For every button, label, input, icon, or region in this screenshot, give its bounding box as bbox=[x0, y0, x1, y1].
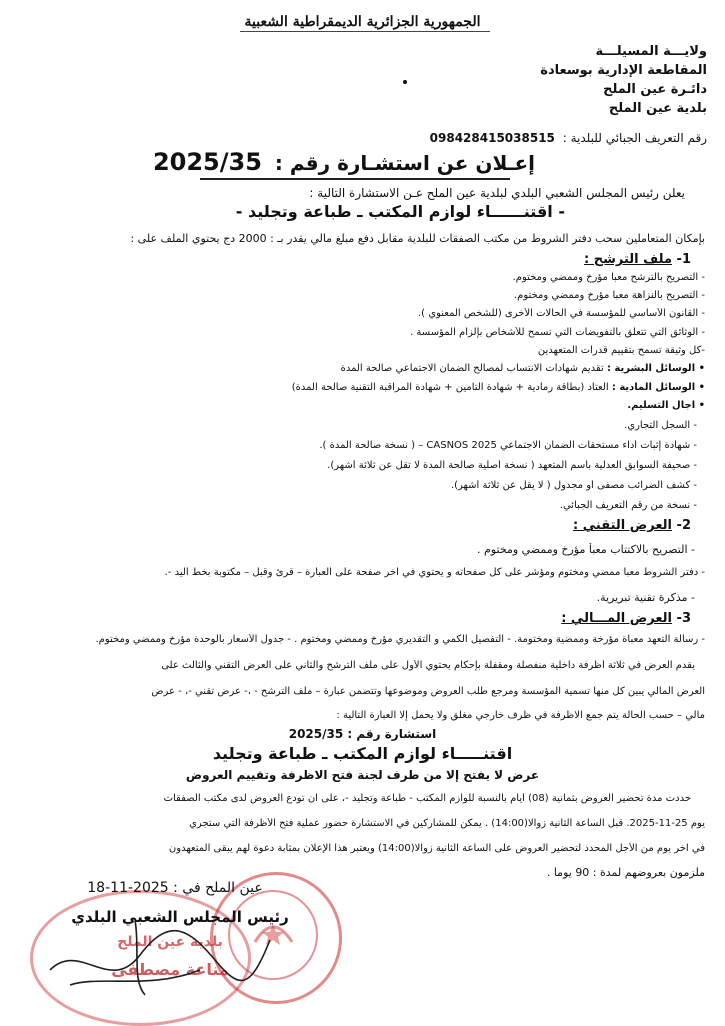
fiscal-id-value: 098428415038515 bbox=[429, 131, 555, 145]
signature-date: عين الملح في : 2025-11-18 bbox=[87, 880, 263, 896]
delivery-label: • آجال التسليم. bbox=[627, 400, 705, 411]
intro-text: يعلن رئيس المجلس الشعبي البلدي لبلدية عين الملح عـن الاستشارة التالية : bbox=[309, 186, 685, 200]
section3-title: العرض المـــالي : bbox=[561, 611, 673, 626]
envelope-instructions-line: مالي – حسب الحالة يتم جمع الاظرفة في ظرف خارجي مغلق ولا يحمل إلا العبارة التالية : bbox=[336, 710, 705, 721]
envelope-consult-number: استشارة رقم : 2025/35 bbox=[288, 727, 437, 741]
fiscal-id-label: رقم التعريف الجبائي للبلدية : bbox=[562, 131, 707, 145]
envelope-notice: عرض لا يفتح إلا من طرف لجنة فتح الاظرفة وتقييم العروض bbox=[185, 768, 540, 782]
signer-title: رئيس المجلس الشعبي البلدي bbox=[71, 908, 289, 926]
title-text: إعـلان عن استشـارة رقم : bbox=[274, 151, 535, 175]
delivery-item: - صحيفة السوابق العدلية باسم المتعهد ( نسخة أصلية صالحة المدة لا تقل عن ثلاثة أشهر). bbox=[327, 460, 697, 471]
section2-title: العرض التقني : bbox=[573, 518, 673, 533]
envelope-instructions-line: يقدم العرض في ثلاثة أظرفة داخلية منفصلة ومقفلة بإحكام يحتوي الأول على ملف الترشح والثاني على العرض التقني والثالث على bbox=[161, 660, 695, 671]
material-means-label: • الوسائل المادية : bbox=[611, 382, 705, 393]
human-means-text: تقديم شهادات الانتساب لمصالح الضمان الاجتماعي صالحة المدة bbox=[340, 363, 604, 374]
daira-line: دائـرة عين الملح bbox=[603, 82, 707, 97]
section1-item: -كل وثيقة تسمح بتقييم قدرات المتعهدين bbox=[537, 345, 705, 356]
title-underline bbox=[200, 178, 510, 180]
delivery-item: - السجل التجاري. bbox=[624, 420, 697, 431]
republic-title: الجمهورية الجزائرية الديمقراطية الشعبية bbox=[244, 14, 481, 30]
section1-number: 1- bbox=[676, 252, 691, 267]
section2-item: - مذكرة تقنية تبريرية. bbox=[596, 591, 695, 604]
envelope-subject: اقتنـــــاء لوازم المكتب ـ طباعة وتجليد bbox=[212, 744, 513, 763]
fiscal-id-row bbox=[430, 131, 707, 145]
handwritten-signature bbox=[40, 900, 280, 1010]
closing-line: في آخر يوم من الأجل المحدد لتحضير العروض على الساعة الثانية زوالا(14:00) ويعتبر هذا الإعلان بمثابة دعوة لهم يبقى المتعهدون bbox=[168, 843, 705, 854]
wilaya-line: ولايـــة المسيلـــة bbox=[595, 44, 707, 59]
closing-line: حددت مدة تحضير العروض بثمانية (08) أيام بالنسبة للوازم المكتب - طباعة وتجليد -، على أن تودع العروض لدى مكتب الصفقات bbox=[163, 793, 691, 804]
section1-heading bbox=[584, 252, 691, 267]
republic-underline bbox=[240, 31, 490, 32]
commune-line: بلدية عين الملح bbox=[608, 101, 707, 116]
envelope-instructions-line: العرض المالي يبين كل منها تسمية المؤسسة ومرجع طلب العروض وموضوعها وتتضمن عبارة – ملف الترشح - ،- عرض تقني -، - عرض bbox=[151, 686, 705, 697]
closing-line: يوم 25-11-2025. قبل الساعة الثانية زوالا(14:00) . يمكن للمشاركين في الاستشارة حضور عملية فتح الأظرفة التي ستجري bbox=[189, 818, 705, 829]
material-means-text: العتاد (بطاقة رمادية + شهادة التأمين + شهادة المراقبة التقنية صالحة المدة) bbox=[291, 382, 609, 393]
ink-dot bbox=[403, 80, 407, 84]
section1-item: - التصريح بالترشح معبأ مؤرخ وممضي ومختوم. bbox=[512, 272, 705, 283]
section1-title: ملف الترشح : bbox=[584, 252, 673, 267]
delivery-item: - شهادة إثبات أداء مستحقات الضمان الاجتماعي CASNOS 2025 – ( نسخة صالحة المدة ). bbox=[319, 440, 697, 451]
section3-heading bbox=[561, 611, 691, 626]
section2-heading bbox=[573, 518, 691, 533]
closing-line: ملزمون بعروضهم لمدة : 90 يوما . bbox=[546, 866, 705, 879]
subject-line: - اقتنــــــاء لوازم المكتب ـ طباعة وتجليد - bbox=[235, 202, 565, 221]
announcement-title bbox=[153, 148, 535, 176]
cahier-text: بإمكان المتعاملين سحب دفتر الشروط من مكتب الصفقات للبلدية مقابل دفع مبلغ مالي يقدر بـ : 2000 دج يحتوي الملف على : bbox=[130, 232, 705, 245]
delivery-item: - نسخة من رقم التعريف الجبائي. bbox=[559, 500, 697, 511]
section2-item: - التصريح بالاكتتاب معبأ مؤرخ وممضي ومختوم . bbox=[477, 543, 695, 556]
daira-admin-line: المقاطعة الإدارية بوسعادة bbox=[540, 63, 707, 78]
section1-item: - القانون الأساسي للمؤسسة في الحالات الأخرى (للشخص المعنوي ). bbox=[417, 308, 705, 319]
section3-number: 3- bbox=[676, 611, 691, 626]
section2-number: 2- bbox=[676, 518, 691, 533]
human-means-label: • الوسائل البشرية : bbox=[606, 363, 705, 374]
title-number: 2025/35 bbox=[152, 148, 262, 176]
financial-items: - رسالة التعهد معبأة مؤرخة وممضية ومختومة. - التفصيل الكمي و التقديري مؤرخ وممضي ومختوم . - جدول الأسعار بالوحدة مؤرخ وممضي ومختوم. bbox=[95, 634, 705, 645]
section1-item: - التصريح بالنزاهة معبأ مؤرخ وممضي ومختوم. bbox=[514, 290, 705, 301]
section1-item: - الوثائق التي تتعلق بالتفويضات التي تسمح للأشخاص بإلزام المؤسسة . bbox=[410, 327, 705, 338]
material-means-row bbox=[14, 382, 705, 393]
delivery-item: - كشف الضرائب مصفى أو مجدول ( لا يقل عن ثلاثة أشهر). bbox=[450, 480, 697, 491]
section2-item: - دفتر الشروط معبأ ممضي ومختوم ومؤشر على كل صفحاته و يحتوي في آخر صفحة على العبارة – قرئ وقبل – مكتوبة بخط اليد -. bbox=[164, 567, 705, 578]
signer-name: مناعة مصطفى bbox=[111, 960, 229, 979]
stamp-commune: بلدية عين الملح bbox=[117, 934, 223, 950]
human-means-row bbox=[14, 363, 705, 374]
